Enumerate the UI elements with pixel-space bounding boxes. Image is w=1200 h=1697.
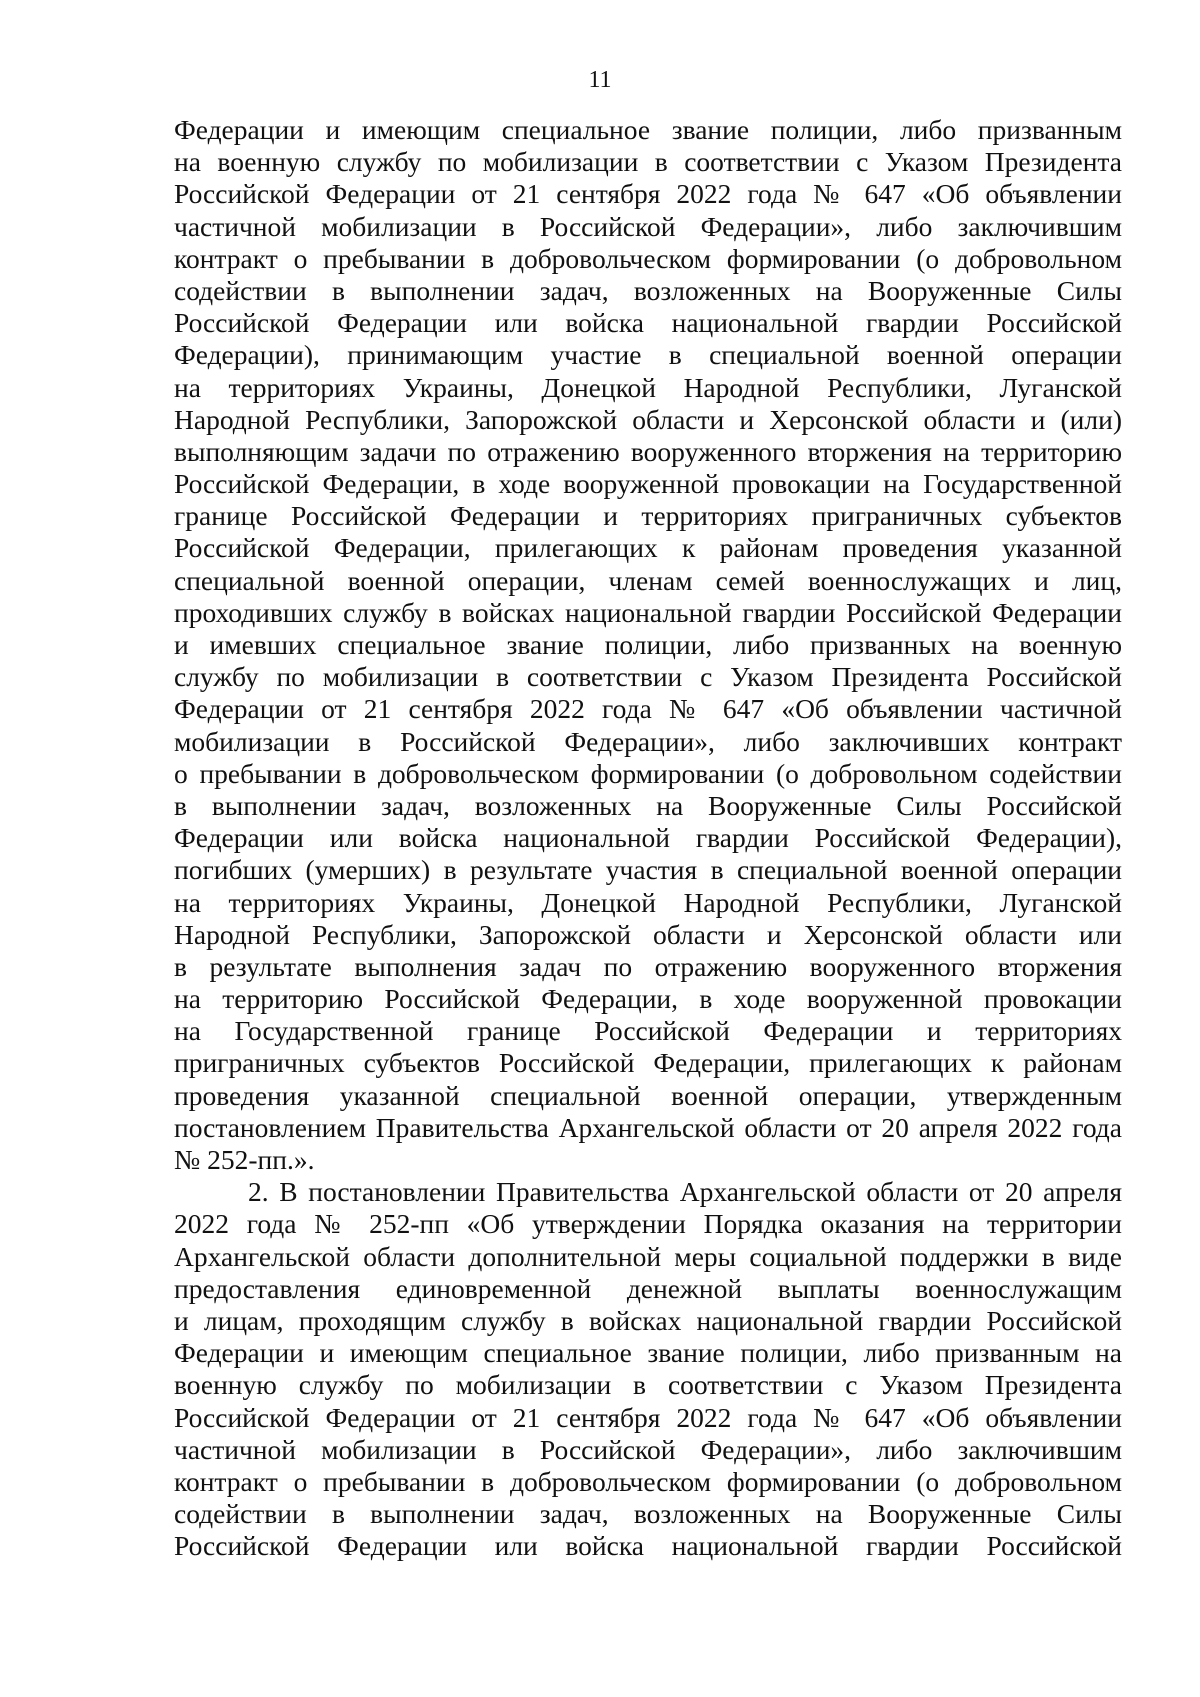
text-line: Российской Федерации, в ходе вооруженной провокации на Государственной: [174, 468, 1122, 500]
text-line: Федерации), принимающим участие в специальной военной операции: [174, 339, 1122, 371]
text-line: Российской Федерации, прилегающих к районам проведения указанной: [174, 532, 1122, 564]
page-number: 11: [588, 67, 612, 93]
text-line: Федерации и имеющим специальное звание полиции, либо призванным на: [174, 1337, 1122, 1369]
text-line: контракт о пребывании в добровольческом формировании (о добровольном: [174, 242, 1122, 274]
text-line: Российской Федерации от 21 сентября 2022 года № 647 «Об объявлении: [174, 1401, 1122, 1433]
text-line: содействии в выполнении задач, возложенных на Вооруженные Силы: [174, 1498, 1122, 1530]
text-line: службу по мобилизации в соответствии с Указом Президента Российской: [174, 661, 1122, 693]
text-line: на территориях Украины, Донецкой Народной Республики, Луганской: [174, 886, 1122, 918]
text-line: мобилизации в Российской Федерации», либо заключивших контракт: [174, 725, 1122, 757]
text-line: Российской Федерации или войска национальной гвардии Российской: [174, 307, 1122, 339]
text-line: Архангельской области дополнительной меры социальной поддержки в виде: [174, 1240, 1122, 1272]
text-line: Российской Федерации или войска национальной гвардии Российской: [174, 1530, 1122, 1562]
text-line: военную службу по мобилизации в соответствии с Указом Президента: [174, 1369, 1122, 1401]
text-line: и лицам, проходящим службу в войсках национальной гвардии Российской: [174, 1304, 1122, 1336]
document-body: [174, 114, 1122, 1562]
text-line: на территориях Украины, Донецкой Народной Республики, Луганской: [174, 371, 1122, 403]
text-line: выполняющим задачи по отражению вооруженного вторжения на территорию: [174, 435, 1122, 467]
text-line: Народной Республики, Запорожской области и Херсонской области или: [174, 918, 1122, 950]
text-line: Федерации и имеющим специальное звание полиции, либо призванным: [174, 114, 1122, 145]
text-line: 2022 года № 252-пп «Об утверждении Порядка оказания на территории: [174, 1208, 1122, 1240]
text-line: Федерации от 21 сентября 2022 года № 647 «Об объявлении частичной: [174, 693, 1122, 725]
text-line: на территорию Российской Федерации, в ходе вооруженной провокации: [174, 983, 1122, 1015]
text-line: Федерации или войска национальной гвардии Российской Федерации),: [174, 822, 1122, 854]
text-line: частичной мобилизации в Российской Федерации», либо заключившим: [174, 1433, 1122, 1465]
text-line: на военную службу по мобилизации в соответствии с Указом Президента: [174, 146, 1122, 178]
text-line: содействии в выполнении задач, возложенных на Вооруженные Силы: [174, 274, 1122, 306]
text-line: Российской Федерации от 21 сентября 2022 года № 647 «Об объявлении: [174, 178, 1122, 210]
text-line: на Государственной границе Российской Федерации и территориях: [174, 1015, 1122, 1047]
text-line: границе Российской Федерации и территориях приграничных субъектов: [174, 500, 1122, 532]
text-line: проходивших службу в войсках национальной гвардии Российской Федерации: [174, 596, 1122, 628]
text-line: о пребывании в добровольческом формировании (о добровольном содействии: [174, 757, 1122, 789]
text-line: проведения указанной специальной военной операции, утвержденным: [174, 1079, 1122, 1111]
text-line: постановлением Правительства Архангельской области от 20 апреля 2022 года: [174, 1111, 1122, 1143]
text-line: погибших (умерших) в результате участия в специальной военной операции: [174, 854, 1122, 886]
text-line: и имевших специальное звание полиции, либо призванных на военную: [174, 629, 1122, 660]
text-line: в выполнении задач, возложенных на Вооруженные Силы Российской: [174, 789, 1122, 821]
text-line: № 252-пп.».: [174, 1144, 315, 1175]
text-line: контракт о пребывании в добровольческом формировании (о добровольном: [174, 1465, 1122, 1497]
text-line: в результате выполнения задач по отражению вооруженного вторжения: [174, 950, 1122, 982]
text-line: предоставления единовременной денежной выплаты военнослужащим: [174, 1272, 1122, 1304]
text-line: специальной военной операции, членам семей военнослужащих и лиц,: [174, 564, 1122, 596]
paragraph-start-line: 2. В постановлении Правительства Архангельской области от 20 апреля: [248, 1176, 1122, 1208]
text-line: приграничных субъектов Российской Федерации, прилегающих к районам: [174, 1047, 1122, 1079]
text-line: частичной мобилизации в Российской Федерации», либо заключившим: [174, 210, 1122, 242]
text-line: Народной Республики, Запорожской области и Херсонской области и (или): [174, 403, 1122, 435]
